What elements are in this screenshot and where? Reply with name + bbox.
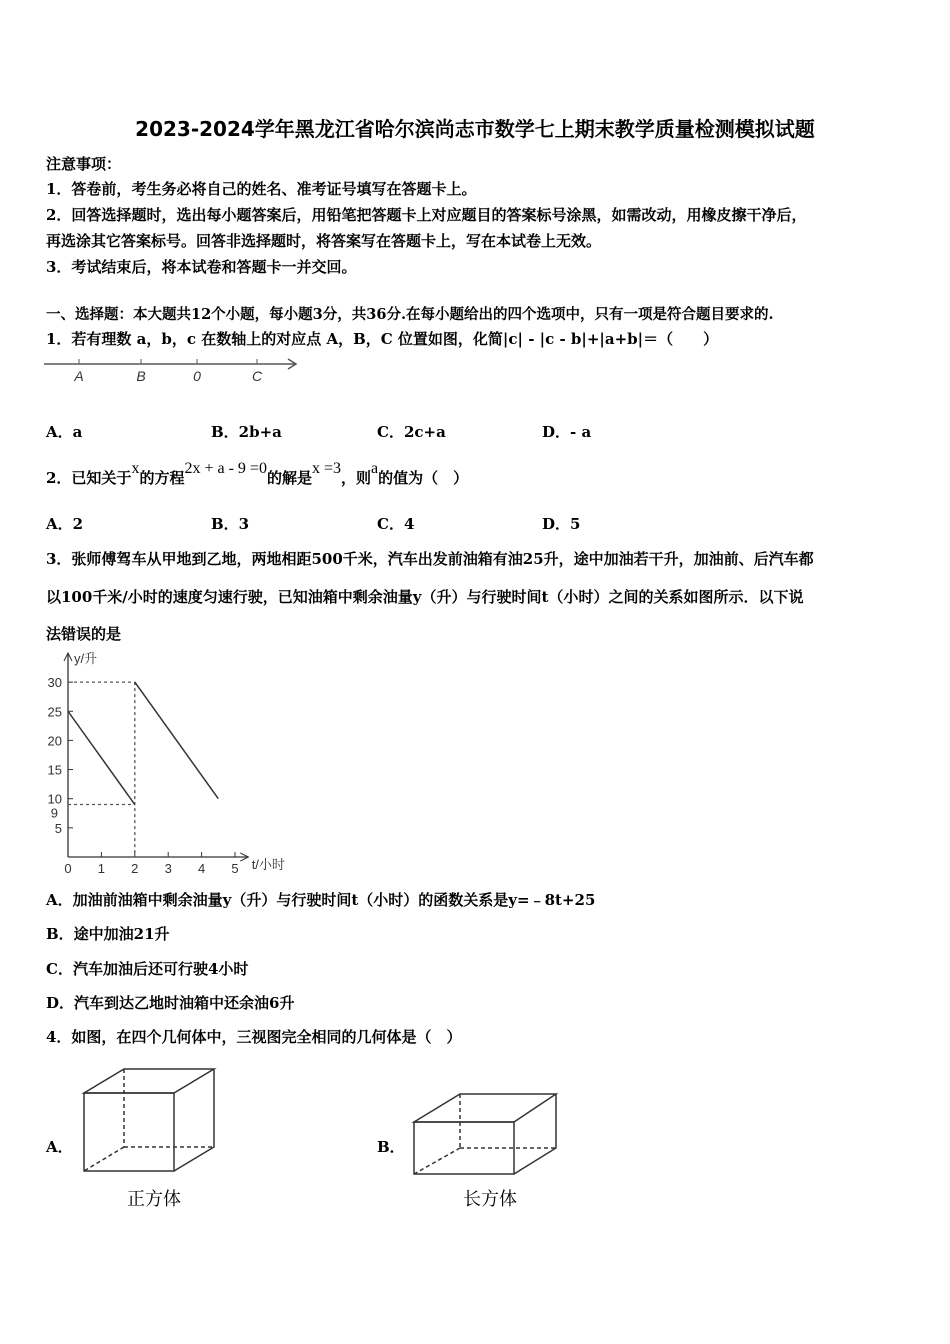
q4-text: 4．如图，在四个几何体中，三视图完全相同的几何体是（ ） <box>46 1028 462 1046</box>
q2-option[interactable]: C．4 <box>377 515 415 533</box>
q2-part: ，则 <box>341 469 372 487</box>
y-tick-label: 25 <box>47 704 62 720</box>
q2-part: 的值为（ ） <box>378 469 469 487</box>
section-heading: 一、选择题：本大题共12个小题，每小题3分，共36分.在每小题给出的四个选项中，只有一项是符合题目要求的. <box>46 306 774 323</box>
page-title: 2023-2024学年黑龙江省哈尔滨尚志市数学七上期末教学质量检测模拟试题 <box>135 117 815 141</box>
y-axis-label: y/升 <box>74 651 98 666</box>
q2-option[interactable]: D．5 <box>542 515 581 533</box>
cuboid-figure <box>410 1090 560 1180</box>
q1-option[interactable]: A．a <box>46 423 83 441</box>
q4-option-b[interactable]: B． <box>377 1138 405 1156</box>
y-tick-label: 10 <box>47 791 62 807</box>
x-tick-label: 5 <box>231 861 239 876</box>
x-tick-label: 1 <box>97 861 106 876</box>
notice-item: 1．答卷前，考生务必将自己的姓名、准考证号填写在答题卡上。 <box>46 180 477 198</box>
q1-option[interactable]: C．2c+a <box>377 423 446 441</box>
x-tick-label: 2 <box>131 861 139 876</box>
q3-option[interactable]: D．汽车到达乙地时油箱中还余油6升 <box>46 994 295 1012</box>
q2-text <box>46 460 469 488</box>
x-tick-label: 3 <box>164 861 172 876</box>
cube-figure <box>80 1065 220 1175</box>
math-var: a <box>371 460 379 477</box>
q2-part: 的解是 <box>266 469 312 487</box>
y-tick-label: 9 <box>50 805 58 821</box>
axis-label: B <box>136 368 146 384</box>
math-var: x <box>131 460 140 477</box>
q2-part: 2．已知关于 <box>46 469 132 487</box>
q3-option[interactable]: A．加油前油箱中剩余油量y（升）与行驶时间t（小时）的函数关系是y=﹣8t+25 <box>46 891 596 909</box>
notice-item: 再选涂其它答案标号。回答非选择题时，将答案写在答题卡上，写在本试卷上无效。 <box>46 232 602 250</box>
q3-text: 以100千米/小时的速度匀速行驶，已知油箱中剩余油量y（升）与行驶时间t（小时）之间的关系如图所示．以下说 <box>46 588 804 606</box>
math-solution: x =3 <box>311 460 341 477</box>
y-tick-label: 30 <box>47 675 62 691</box>
notice-item: 2．回答选择题时，选出每小题答案后，用铅笔把答题卡上对应题目的答案标号涂黑，如需改动，用橡皮擦干净后， <box>46 206 807 224</box>
y-tick-label: 5 <box>54 820 62 836</box>
series-line-after <box>135 682 219 799</box>
q2-option[interactable]: A．2 <box>46 515 84 533</box>
q1-text: 1．若有理数 a，b，c 在数轴上的对应点 A，B，C 位置如图，化简|c| - |c - b|+|a+b|＝（ ） <box>46 330 719 348</box>
x-axis-label: t/小时 <box>251 857 285 872</box>
figure-label: 长方体 <box>463 1189 517 1210</box>
notice-item: 3．考试结束后，将本试卷和答题卡一并交回。 <box>46 258 357 276</box>
y-tick-label: 20 <box>47 733 62 749</box>
q3-option[interactable]: C．汽车加油后还可行驶4小时 <box>46 960 249 978</box>
axis-label: A <box>74 368 84 384</box>
q1-option[interactable]: B．2b+a <box>211 423 282 441</box>
axis-label: 0 <box>193 368 201 384</box>
notice-heading: 注意事项： <box>46 155 122 173</box>
q3-text: 法错误的是 <box>46 625 122 643</box>
q3-text: 3．张师傅驾车从甲地到乙地，两地相距500千米，汽车出发前油箱有油25升，途中加油若干升，加油前、后汽车都 <box>46 550 814 568</box>
q4-option-a[interactable]: A． <box>46 1138 73 1156</box>
y-tick-label: 15 <box>47 762 62 778</box>
figure-label: 正方体 <box>127 1189 181 1210</box>
axis-label: C <box>251 368 263 384</box>
fuel-chart <box>40 645 310 880</box>
x-tick-label: 0 <box>64 861 72 876</box>
q2-part: 的方程 <box>139 469 185 487</box>
q2-option[interactable]: B．3 <box>211 515 250 533</box>
number-line <box>40 350 310 390</box>
math-equation: 2x + a - 9 =0 <box>184 460 267 477</box>
q1-option[interactable]: D．- a <box>542 423 592 441</box>
x-tick-label: 4 <box>197 861 206 876</box>
series-line-before <box>68 711 135 804</box>
q3-option[interactable]: B．途中加油21升 <box>46 925 170 943</box>
